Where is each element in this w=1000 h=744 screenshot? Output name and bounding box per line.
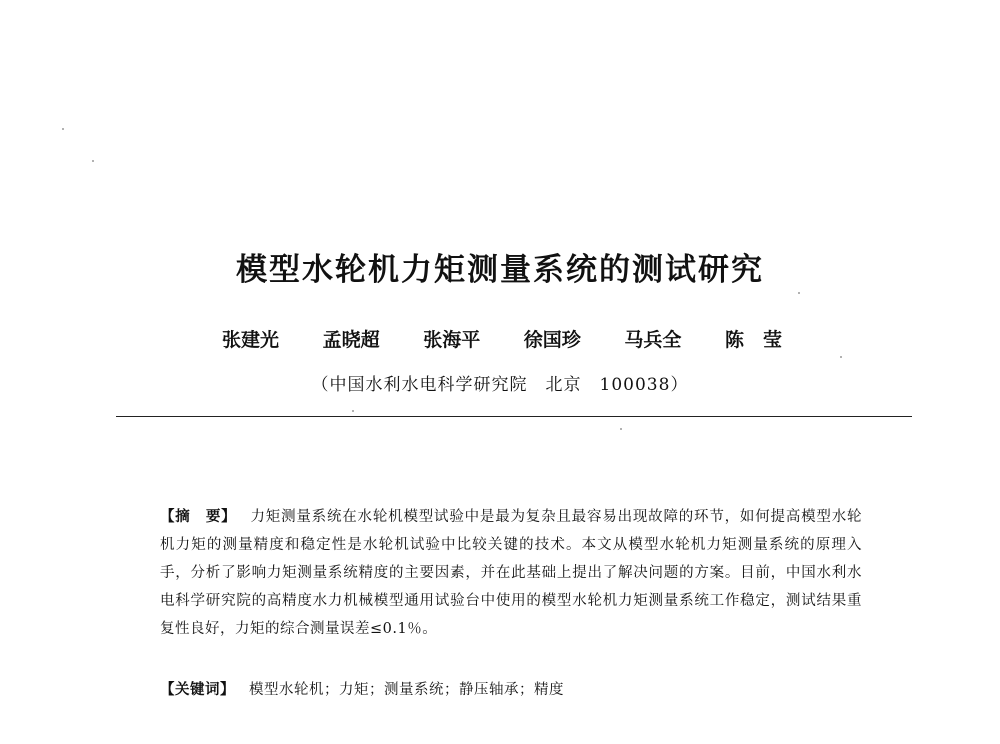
abstract-text: 力矩测量系统在水轮机模型试验中是最为复杂且最容易出现故障的环节，如何提高模型水轮机力矩的测量精度和稳定性是水轮机试验中比较关键的技术。本文从模型水轮机力矩测量系统的原理入手，分析了影响力矩测量系统精度的主要因素，并在此基础上提出了解决问题的方案。目前，中国水利水电科学研究院的高精度水力机械模型通用试验台中使用的模型水轮机力矩测量系统工作稳定，测试结果重复性良好，力矩的综合测量误差≤0.1％。 <box>160 509 863 637</box>
keywords-label: 【关键词】 <box>160 682 235 698</box>
paper-title: 模型水轮机力矩测量系统的测试研究 <box>236 252 764 288</box>
scan-speck <box>352 410 354 412</box>
author-list <box>222 325 782 352</box>
keywords-text: 模型水轮机；力矩；测量系统；静压轴承；精度 <box>249 682 564 698</box>
scan-speck <box>798 292 800 294</box>
scan-speck <box>62 128 64 130</box>
author-name: 马兵全 <box>624 329 682 351</box>
keywords-line <box>160 676 862 704</box>
scan-speck <box>92 160 94 162</box>
scan-speck <box>840 356 842 358</box>
author-name: 孟晓超 <box>322 329 380 351</box>
scan-speck <box>620 428 622 430</box>
author-name: 张建光 <box>222 329 280 351</box>
abstract-label: 【摘 要】 <box>160 509 237 525</box>
header-divider <box>116 416 912 417</box>
affiliation: （中国水利水电科学研究院 北京 100038） <box>311 375 689 395</box>
abstract-paragraph <box>160 503 862 643</box>
author-name: 张海平 <box>423 329 481 351</box>
author-name: 陈 莹 <box>724 329 782 351</box>
author-name: 徐国珍 <box>523 329 581 351</box>
